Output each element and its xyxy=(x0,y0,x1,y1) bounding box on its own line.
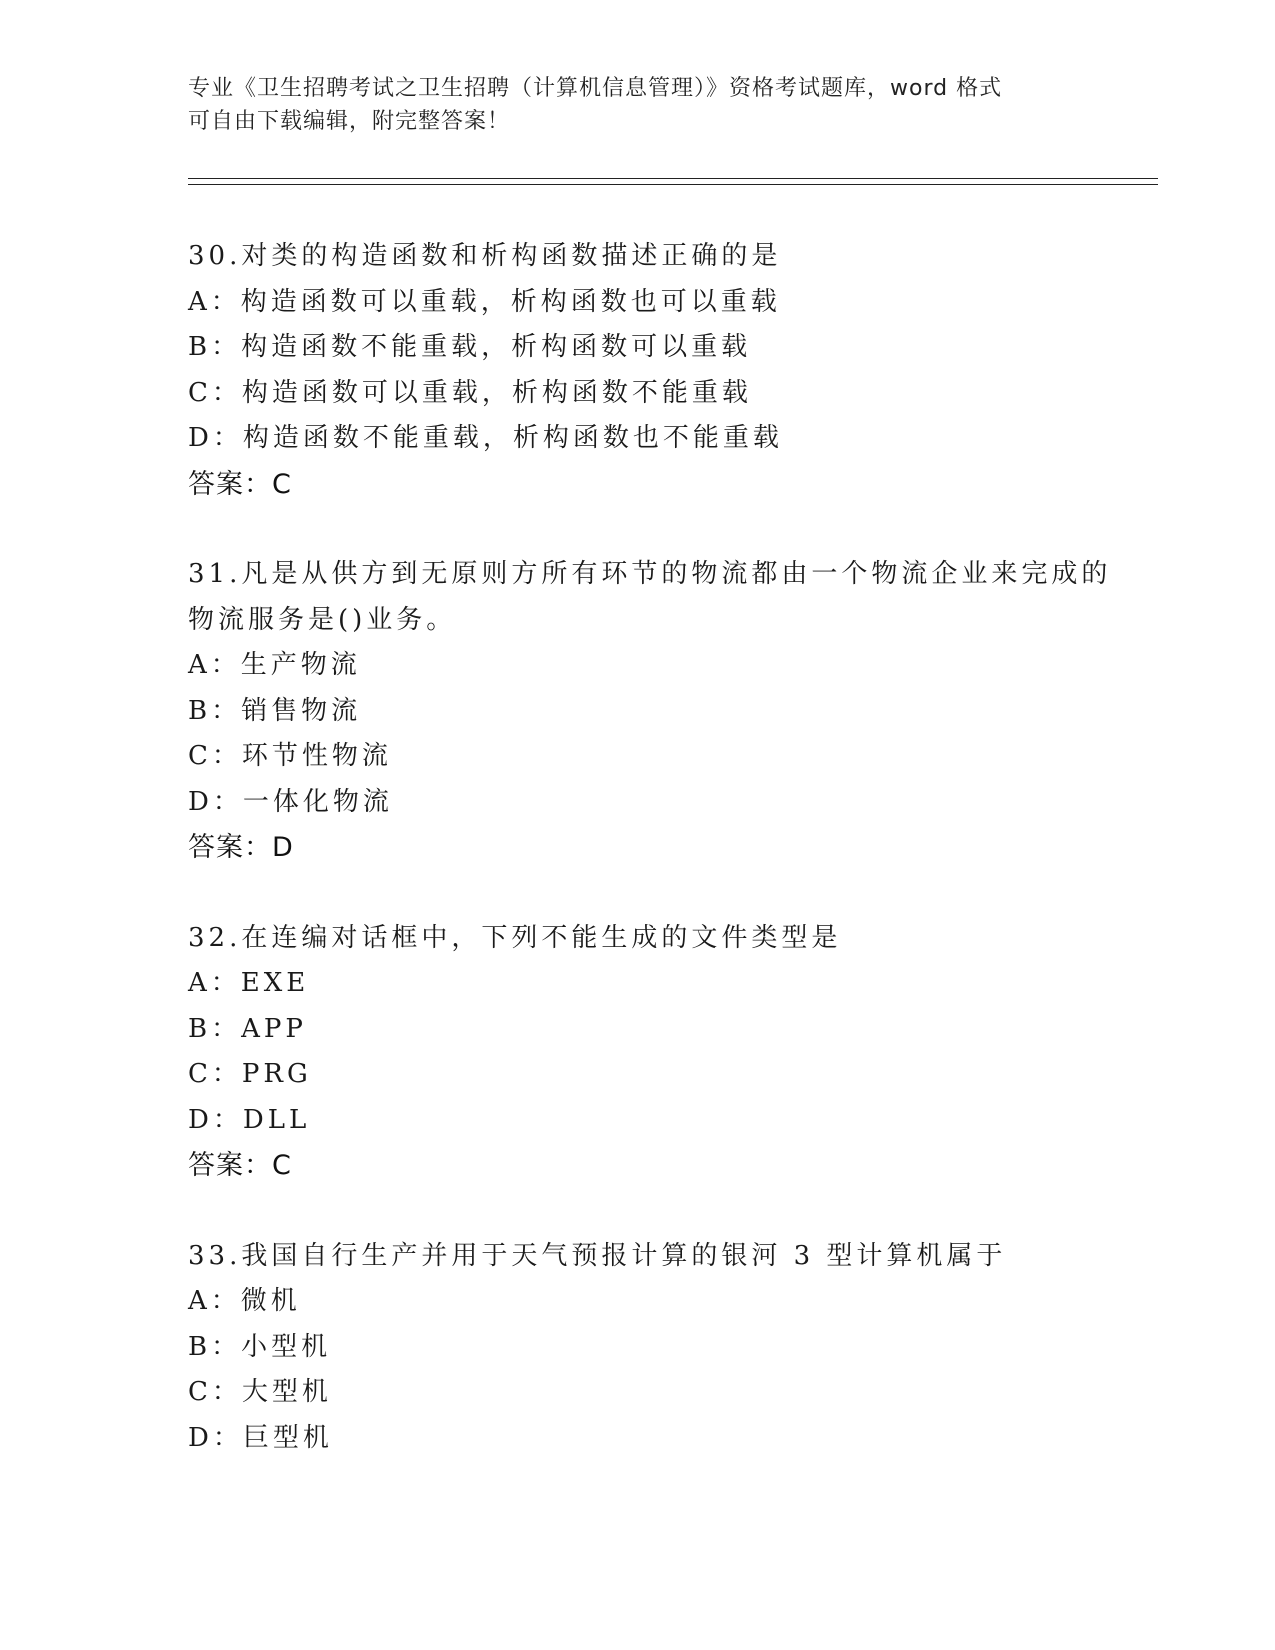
answer-line: 答案：C xyxy=(188,1150,292,1181)
question-block xyxy=(188,552,1148,871)
answer-line: 答案：C xyxy=(188,468,292,500)
question-stem: 33.我国自行生产并用于天气预报计算的银河 3 型计算机属于 xyxy=(188,1240,1007,1271)
option-d: D：一体化物流 xyxy=(188,786,393,817)
question-block xyxy=(188,234,1148,507)
header-line-2: 可自由下载编辑，附完整答案！ xyxy=(188,109,511,134)
option-a: A：微机 xyxy=(188,1286,301,1316)
option-b: B：构造函数不能重载，析构函数可以重载 xyxy=(188,332,752,362)
option-b: B：小型机 xyxy=(188,1331,332,1362)
header-line-1: 专业《卫生招聘考试之卫生招聘（计算机信息管理）》资格考试题库，word 格式 xyxy=(188,76,1003,101)
option-a: A：构造函数可以重载，析构函数也可以重载 xyxy=(188,286,781,317)
option-d: D：构造函数不能重载，析构函数也不能重载 xyxy=(188,423,783,453)
question-stem: 31.凡是从供方到无原则方所有环节的物流都由一个物流企业来完成的 xyxy=(188,559,1112,589)
option-c: C：构造函数可以重载，析构函数不能重载 xyxy=(188,377,752,408)
question-list xyxy=(188,234,1148,1506)
option-b: B：销售物流 xyxy=(188,695,362,726)
header-divider-bottom xyxy=(188,184,1158,185)
header-divider-top xyxy=(188,178,1158,179)
answer-line: 答案：D xyxy=(188,832,294,863)
option-c: C：大型机 xyxy=(188,1377,332,1407)
option-c: C：PRG xyxy=(188,1059,312,1089)
option-a: A：生产物流 xyxy=(188,650,361,680)
option-d: D：DLL xyxy=(188,1104,311,1135)
option-c: C：环节性物流 xyxy=(188,741,392,771)
document-header xyxy=(188,72,1088,138)
option-a: A：EXE xyxy=(188,968,310,998)
question-block xyxy=(188,916,1148,1189)
option-b: B：APP xyxy=(188,1013,307,1044)
question-block xyxy=(188,1234,1148,1462)
question-stem: 32.在连编对话框中，下列不能生成的文件类型是 xyxy=(188,922,842,953)
option-d: D：巨型机 xyxy=(188,1422,333,1453)
question-stem: 30.对类的构造函数和析构函数描述正确的是 xyxy=(188,241,782,271)
question-stem-continued: 物流服务是()业务。 xyxy=(188,604,457,635)
